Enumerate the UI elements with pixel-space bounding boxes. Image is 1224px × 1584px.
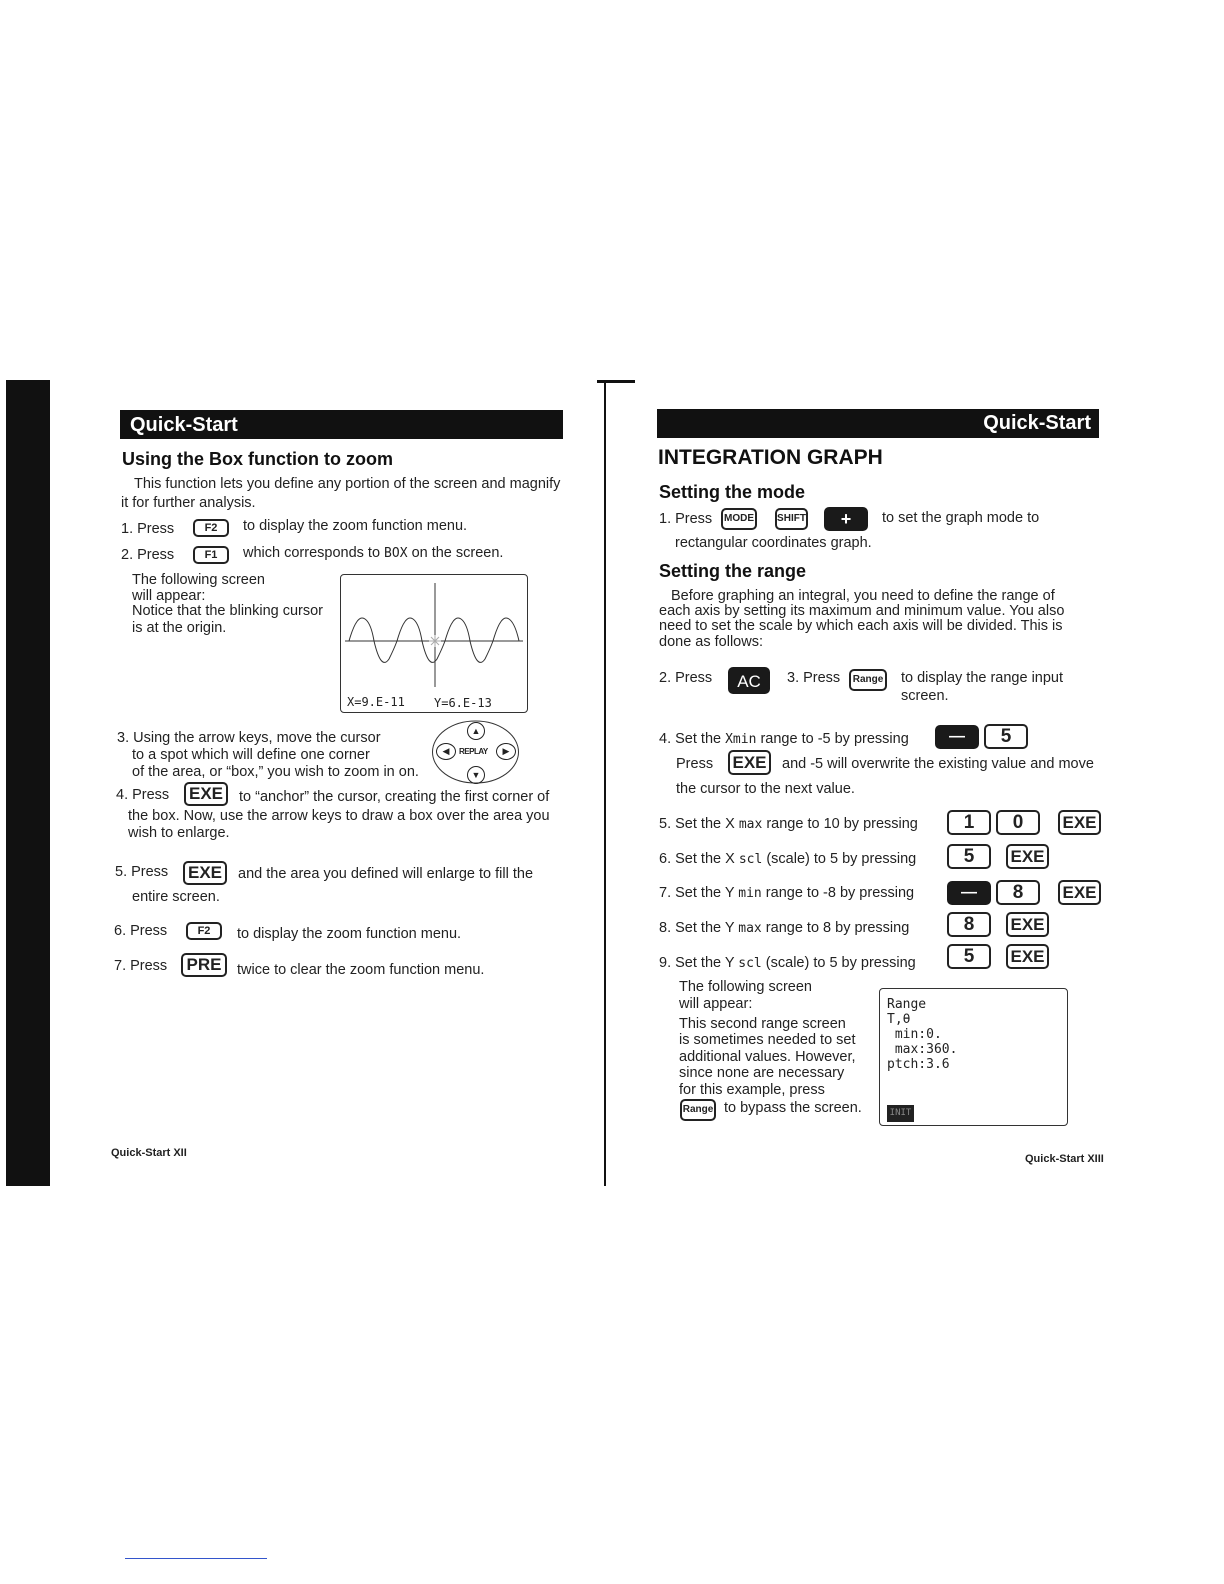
- right-step4-line1: [659, 731, 909, 748]
- right-step3-text: to display the range input: [901, 670, 1064, 686]
- left-screen-note-3: Notice that the blinking cursor: [132, 603, 324, 619]
- ymin-code: min: [738, 886, 762, 901]
- right-footer: Quick-Start XIII: [1025, 1153, 1104, 1165]
- exe-key: EXE: [1006, 944, 1049, 969]
- left-step4-line1: to “anchor” the cursor, creating the first corner of: [239, 789, 550, 805]
- right-step5-prefix: 5. Set the X: [659, 816, 735, 832]
- arrow-left-icon: ◀: [436, 743, 456, 760]
- exe-key: EXE: [1006, 844, 1049, 869]
- xscl-code: scl: [738, 852, 763, 867]
- right-step4-line2: and -5 will overwrite the existing value and move: [782, 756, 1094, 772]
- five-key: 5: [947, 944, 991, 969]
- left-step5-line2: entire screen.: [132, 889, 220, 905]
- right-step7: [659, 885, 914, 902]
- right-bypass-text: to bypass the screen.: [724, 1100, 862, 1116]
- right-step7-text: range to -8 by pressing: [765, 885, 915, 901]
- range-title: Setting the range: [659, 561, 807, 581]
- right-step7-prefix: 7. Set the Y: [659, 885, 735, 901]
- exe-key: EXE: [183, 861, 227, 885]
- right-step4-press: Press: [676, 756, 714, 772]
- range-intro-4: done as follows:: [659, 634, 763, 650]
- left-step2-prefix: 2. Press: [121, 547, 175, 563]
- f1-key: F1: [193, 546, 229, 564]
- right-note-7: for this example, press: [679, 1082, 825, 1098]
- right-step6-prefix: 6. Set the X: [659, 851, 735, 867]
- range-key: Range: [680, 1099, 716, 1121]
- right-note-4: is sometimes needed to set: [679, 1032, 856, 1048]
- zero-key: 0: [996, 810, 1040, 835]
- left-header-title: Quick-Start: [130, 414, 238, 436]
- right-step9-prefix: 9. Set the Y: [659, 955, 735, 971]
- arrow-right-icon: ▶: [496, 743, 516, 760]
- arrow-down-icon: ▼: [467, 766, 485, 784]
- range-key: Range: [849, 669, 887, 691]
- exe-key: EXE: [728, 750, 771, 775]
- left-screen-note-4: is at the origin.: [132, 620, 227, 636]
- five-key: 5: [984, 724, 1028, 749]
- right-step5-text: range to 10 by pressing: [766, 816, 918, 832]
- plus-key: +: [824, 507, 868, 531]
- left-screen-note-2: will appear:: [132, 588, 206, 604]
- graph-screen: [340, 574, 528, 713]
- left-step6-prefix: 6. Press: [114, 923, 168, 939]
- spine-top: [597, 380, 635, 383]
- mode-key: MODE: [721, 508, 757, 530]
- right-header-bar: [657, 409, 1099, 438]
- arrow-up-icon: ▲: [467, 722, 485, 740]
- left-step5-line1: and the area you defined will enlarge to fill the: [238, 866, 534, 882]
- mode-step-text2: rectangular coordinates graph.: [675, 535, 872, 551]
- range-intro-3: need to set the scale by which each axis will be divided. This is: [659, 618, 1063, 634]
- one-key: 1: [947, 810, 991, 835]
- exe-key: EXE: [1058, 810, 1101, 835]
- right-step3-text2: screen.: [901, 688, 949, 704]
- mode-step-prefix: 1. Press: [659, 511, 713, 527]
- init-softkey: INIT: [887, 1105, 914, 1122]
- right-step4-text: range to -5 by pressing: [760, 731, 909, 747]
- right-step8: [659, 920, 909, 937]
- right-step6: [659, 851, 916, 868]
- mode-title: Setting the mode: [659, 482, 806, 502]
- left-step4-line2: the box. Now, use the arrow keys to draw a box over the area you: [128, 808, 550, 824]
- range-screen-line-4: max:360.: [887, 1042, 958, 1057]
- range-screen-line-2: T,θ: [887, 1012, 911, 1027]
- left-step4-prefix: 4. Press: [116, 787, 170, 803]
- exe-key: EXE: [184, 782, 228, 806]
- left-intro-line2: it for further analysis.: [121, 495, 256, 511]
- right-step9-text: (scale) to 5 by pressing: [765, 955, 916, 971]
- right-step9: [659, 955, 916, 972]
- f2-key: F2: [186, 922, 222, 940]
- left-step5-prefix: 5. Press: [115, 864, 169, 880]
- range-screen-line-5: ptch:3.6: [887, 1057, 950, 1072]
- right-note-1: The following screen: [679, 979, 812, 995]
- left-page-edge: [6, 380, 58, 1186]
- right-step6-text: (scale) to 5 by pressing: [766, 851, 917, 867]
- right-step5: [659, 816, 918, 833]
- left-step7-text: twice to clear the zoom function menu.: [237, 962, 485, 978]
- right-step4-line3: the cursor to the next value.: [676, 781, 855, 797]
- right-step4-prefix: 4. Set the: [659, 731, 722, 747]
- ymax-code: max: [738, 921, 762, 936]
- left-step3-line1: 3. Using the arrow keys, move the cursor: [117, 730, 381, 746]
- eight-key: 8: [947, 912, 991, 937]
- left-section-title: Using the Box function to zoom: [122, 449, 393, 469]
- minus-key: —: [947, 881, 991, 905]
- left-step2-after: on the screen.: [411, 545, 504, 561]
- sine-graph: [341, 575, 527, 712]
- right-note-5: additional values. However,: [679, 1049, 856, 1065]
- left-step3-line2: to a spot which will define one corner: [132, 747, 370, 763]
- left-step2-before: which corresponds to: [243, 545, 381, 561]
- left-step6-text: to display the zoom function menu.: [237, 926, 462, 942]
- left-step1-text: to display the zoom function menu.: [243, 518, 468, 534]
- ac-key: AC: [728, 667, 770, 694]
- eight-key: 8: [996, 880, 1040, 905]
- bottom-rule: [125, 1558, 267, 1559]
- right-note-3: This second range screen: [679, 1016, 846, 1032]
- right-step8-prefix: 8. Set the Y: [659, 920, 735, 936]
- left-step2-text: [243, 545, 503, 562]
- mode-step-text: to set the graph mode to: [882, 510, 1040, 526]
- right-section-title: INTEGRATION GRAPH: [658, 446, 883, 469]
- left-footer: Quick-Start XII: [111, 1147, 187, 1159]
- right-step3-prefix: 3. Press: [787, 670, 841, 686]
- right-note-2: will appear:: [679, 996, 753, 1012]
- minus-key: —: [935, 725, 979, 749]
- left-screen-note-1: The following screen: [132, 572, 265, 588]
- right-note-6: since none are necessary: [679, 1065, 845, 1081]
- replay-pad: [431, 719, 520, 785]
- right-step8-text: range to 8 by pressing: [765, 920, 910, 936]
- left-header-bar: [120, 410, 563, 439]
- xmin-code: Xmin: [725, 732, 757, 747]
- yscl-code: scl: [738, 956, 762, 971]
- exe-key: EXE: [1006, 912, 1049, 937]
- right-step2-prefix: 2. Press: [659, 670, 713, 686]
- range-screen-line-3: min:0.: [887, 1027, 942, 1042]
- range-intro-2: each axis by setting its maximum and minimum value. You also: [659, 603, 1065, 619]
- range-screen: [879, 988, 1068, 1126]
- left-intro-line1: This function lets you define any portion of the screen and magnify: [134, 476, 561, 492]
- left-step1-prefix: 1. Press: [121, 521, 175, 537]
- left-step4-line3: wish to enlarge.: [128, 825, 230, 841]
- range-screen-line-1: Range: [887, 997, 927, 1012]
- right-header-title: Quick-Start: [983, 412, 1091, 434]
- xmax-code: max: [738, 817, 763, 832]
- pre-key: PRE: [181, 953, 227, 977]
- box-code: BOX: [384, 546, 408, 561]
- left-step7-prefix: 7. Press: [114, 958, 168, 974]
- left-step3-line3: of the area, or “box,” you wish to zoom in on.: [132, 764, 419, 780]
- book-spine: [604, 382, 606, 1186]
- shift-key: SHIFT: [775, 508, 808, 530]
- x-readout: X=9.E-11: [347, 695, 405, 709]
- y-readout: Y=6.E-13: [434, 696, 492, 710]
- f2-key: F2: [193, 519, 229, 537]
- range-intro-1: Before graphing an integral, you need to define the range of: [671, 588, 1055, 604]
- replay-label: REPLAY: [459, 747, 488, 756]
- five-key: 5: [947, 844, 991, 869]
- exe-key: EXE: [1058, 880, 1101, 905]
- blinking-cursor: [429, 635, 441, 647]
